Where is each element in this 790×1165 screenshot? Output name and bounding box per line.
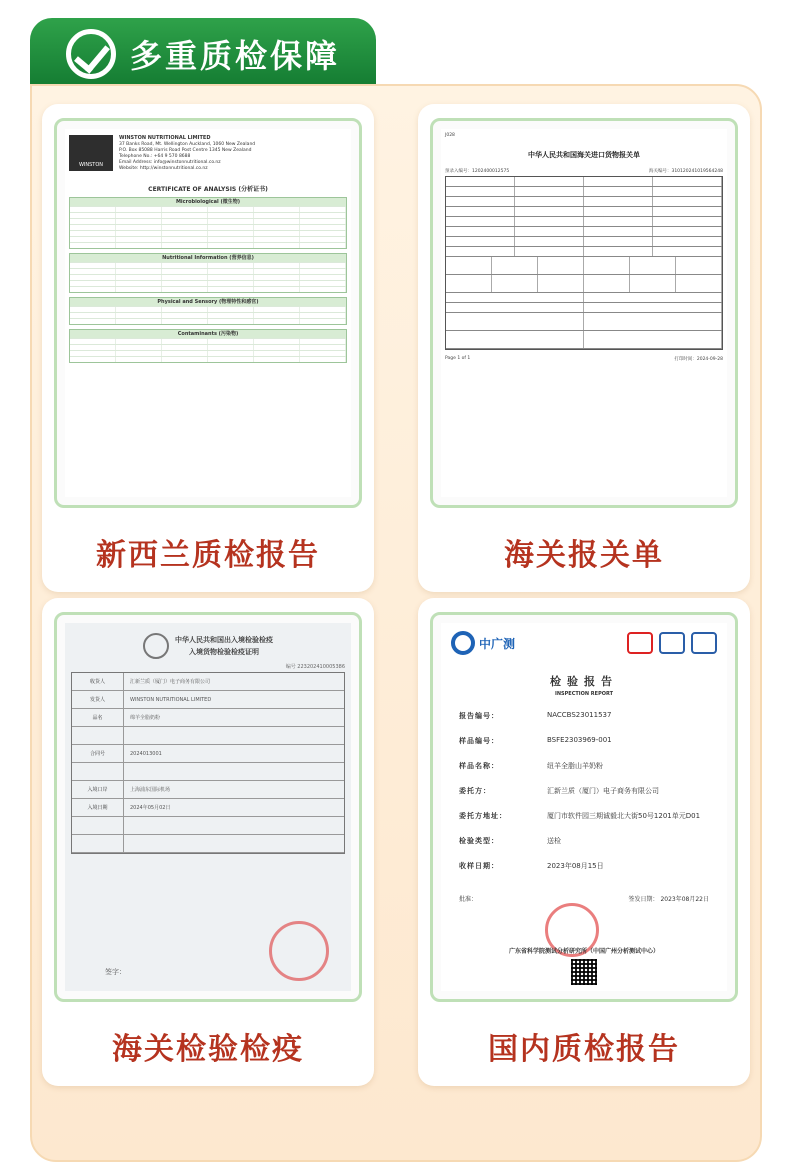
dr-sample-no: BSFE2303969-001 xyxy=(547,736,612,744)
dr-institute: 广东省科学院测试分析研究所（中国广州分析测试中心） xyxy=(508,948,659,955)
dr-approve-label: 批准： xyxy=(459,896,478,903)
cd-pre-entry-no: 1202400012575 xyxy=(472,169,510,174)
card-caption: 海关报关单 xyxy=(504,538,664,573)
card-customs-declaration[interactable] xyxy=(418,104,750,592)
customs-declaration-image: J028 中华人民共和国海关进口货物报关单 预录入编号：1202400012575 海关编号：310120241019564248 Page 1 of 1 打印时间：2024-09-28 xyxy=(430,118,738,508)
nz-website: Website: http://winstonnutritional.co.nz xyxy=(119,166,208,171)
dr-issue-date: 2023年08月22日 xyxy=(660,896,709,903)
cd-code: J028 xyxy=(445,133,455,138)
q-port: 上海浦东国际机场 xyxy=(130,787,171,793)
qr-code-icon xyxy=(571,959,597,985)
cnas-badge-icon xyxy=(691,632,717,654)
emblem-icon xyxy=(143,633,169,659)
page-title: 多重质检保障 xyxy=(130,37,341,75)
dr-sample-name: 纽羊全脂山羊奶粉 xyxy=(547,762,603,770)
card-caption: 新西兰质检报告 xyxy=(96,538,320,573)
nz-report-image xyxy=(54,118,362,508)
q-title-line2: 入境货物检验检疫证明 xyxy=(189,648,259,656)
dr-inspection-type: 送检 xyxy=(547,837,561,845)
nz-address2: P.O. Box 85088 Harris Road Post Centre 1345 New Zealand xyxy=(119,148,252,153)
q-sign-label: 签字： xyxy=(105,968,126,976)
check-circle-icon xyxy=(66,29,116,79)
card-domestic-report[interactable] xyxy=(418,598,750,1086)
cd-title: 中华人民共和国海关进口货物报关单 xyxy=(528,151,640,159)
cd-print-date: 打印时间：2024-09-28 xyxy=(674,357,723,362)
nz-section-nutrition: Nutritional Information (营养信息) xyxy=(69,253,347,293)
q-number: 编号 223202410005386 xyxy=(285,664,345,670)
nz-section-contaminants: Contaminants (污染物) xyxy=(69,329,347,363)
dr-client-address: 厦门市软件园三期诚毅北大街50号1201单元D01 xyxy=(547,812,701,820)
dr-client: 汇新兰质（厦门）电子商务有限公司 xyxy=(547,787,659,795)
cd-page: Page 1 of 1 xyxy=(445,356,471,361)
dr-subtitle: INSPECTION REPORT xyxy=(554,691,614,697)
cd-customs-no: 310120241019564248 xyxy=(671,169,723,174)
card-nz-report[interactable] xyxy=(42,104,374,592)
card-caption: 国内质检报告 xyxy=(488,1032,680,1067)
quarantine-certificate-image xyxy=(54,612,362,1002)
dr-report-no: NACCBS23011537 xyxy=(547,711,612,719)
q-table: 收货人 汇新兰质（厦门）电子商务有限公司 发货人 WINSTON NUTRITIONAL LIMITED 品名 绵羊全脂奶粉 合同号 2024013001 入境口岸 上海浦东国际机场 入境日期 2024年05月02日 xyxy=(71,672,345,854)
nz-address1: 37 Banks Road, Mt. Wellington Auckland, 1060 New Zealand xyxy=(119,142,256,147)
nz-phone: Telephone No.: +64 9 570 8688 xyxy=(119,154,191,159)
card-caption: 海关检验检疫 xyxy=(112,1032,304,1067)
cma-badge-icon xyxy=(627,632,653,654)
card-quarantine-certificate[interactable] xyxy=(42,598,374,1086)
header-tab xyxy=(30,18,376,90)
nz-company: WINSTON NUTRITIONAL LIMITED xyxy=(119,135,211,141)
q-consignee: 汇新兰质（厦门）电子商务有限公司 xyxy=(130,679,211,685)
winston-logo: WINSTON xyxy=(69,135,113,171)
nz-email: Email Address: info@winstonnutritional.co.nz xyxy=(119,160,221,165)
ilac-badge-icon xyxy=(659,632,685,654)
q-contract: 2024013001 xyxy=(130,750,162,757)
q-shipper: WINSTON NUTRITIONAL LIMITED xyxy=(130,696,212,703)
q-product: 绵羊全脂奶粉 xyxy=(130,715,161,721)
dr-title: 检验报告 xyxy=(550,675,618,688)
nz-section-micro: Microbiological (微生物) xyxy=(69,197,347,249)
dr-fields: 报告编号： NACCBS23011537 样品编号： BSFE2303969-001 样品名称： 纽羊全脂山羊奶粉 委托方： 汇新兰质（厦门）电子商务有限公司 委托方地址： 厦门市软件园三期诚毅北大街50号1201单元D01 检验类型： 送检 收样日期： 2023年08月15日 xyxy=(459,711,709,886)
q-title-line1: 中华人民共和国出入境检验检疫 xyxy=(175,636,273,644)
nz-cert-title: CERTIFICATE OF ANALYSIS (分析证书) xyxy=(148,186,268,193)
red-stamp-icon xyxy=(269,921,329,981)
dr-receive-date: 2023年08月15日 xyxy=(547,862,604,870)
domestic-report-image: 中广测 检验报告 INSPECTION REPORT 报告编号： NACCBS23011537 样品编号： BSFE2303969-001 样品名称： 纽羊全脂山羊奶粉 委托方： 汇新兰质（厦门）电子商务有限公司 委托方地址： 厦门市软件园三期诚毅北大街50号1201单元D01 检验类型： 送检 收样日期： 2023年08月15日 批准： 签发日期： 2023年08月22日 广东省科学院测试分析研究所（中国广州分析测试中心） xyxy=(430,612,738,1002)
dr-logo-name: 中广测 xyxy=(479,636,516,651)
zgc-logo-icon xyxy=(451,631,475,655)
nz-section-physical: Physical and Sensory (物理特性和感官) xyxy=(69,297,347,325)
q-date: 2024年05月02日 xyxy=(130,805,171,811)
cd-form-grid xyxy=(445,176,723,350)
